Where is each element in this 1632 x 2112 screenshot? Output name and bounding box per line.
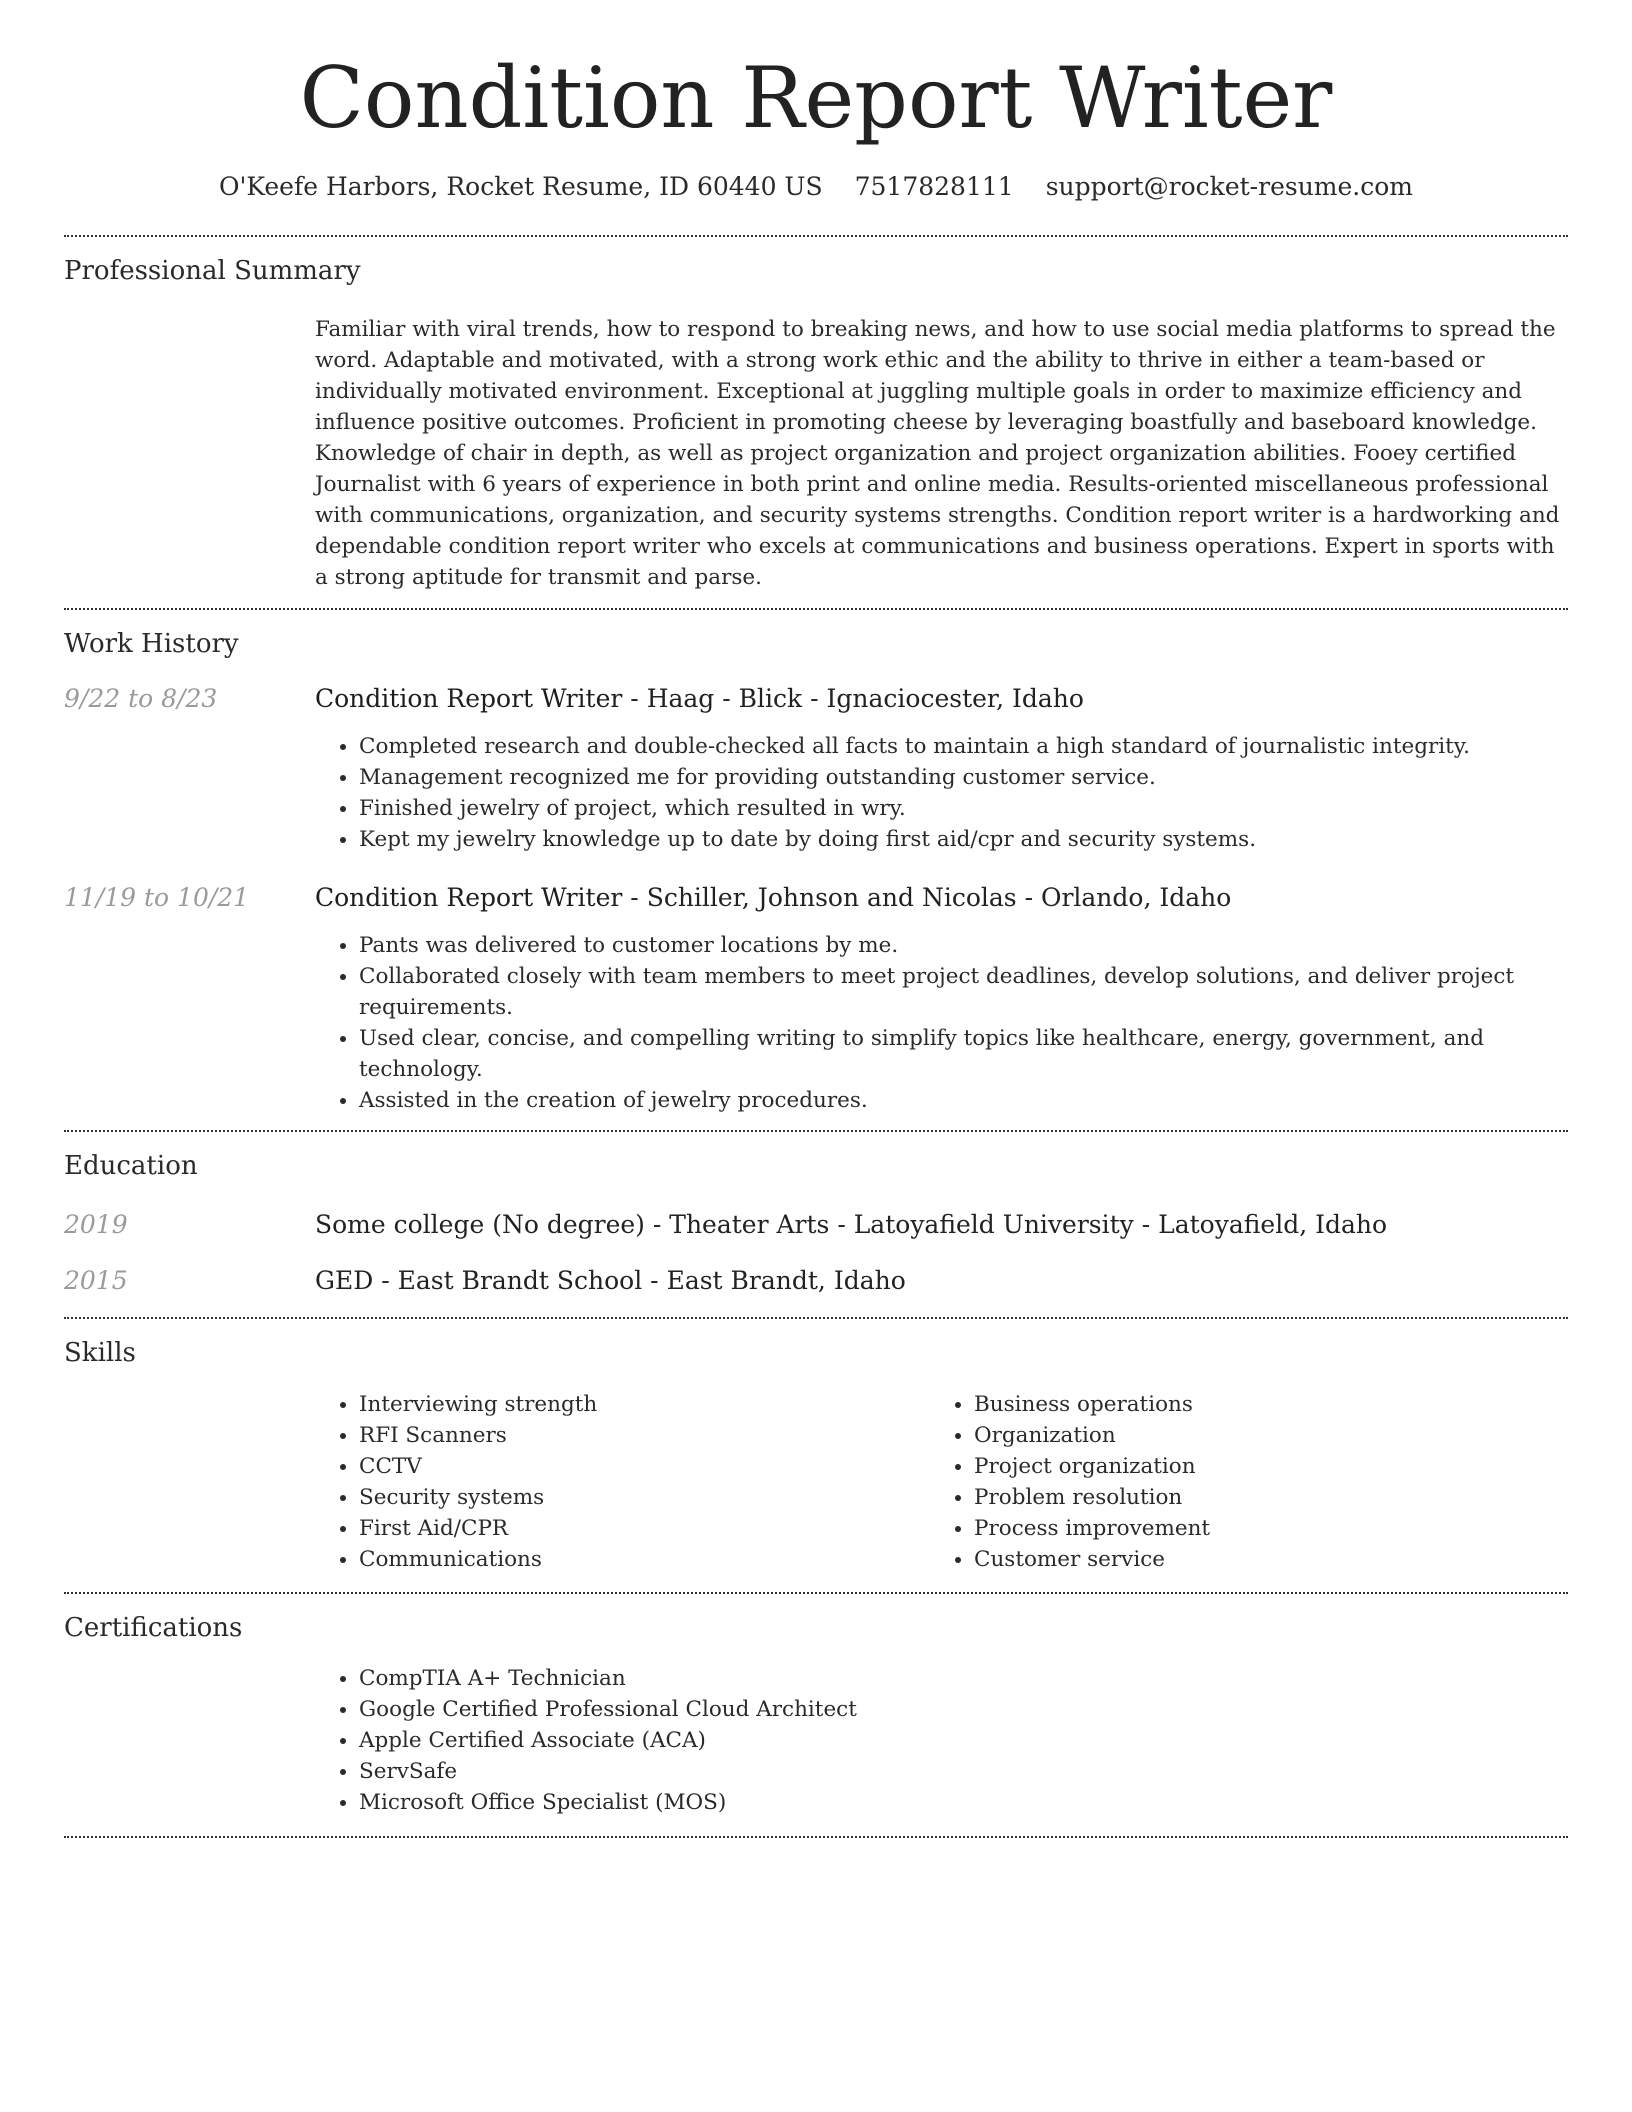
skills-columns — [315, 1389, 1568, 1575]
divider — [64, 1836, 1568, 1838]
job-bullets — [315, 930, 1568, 1116]
section-title-education: Education — [64, 1150, 198, 1181]
education-year: 2015 — [64, 1265, 128, 1295]
contact-info — [64, 172, 1568, 201]
section-skills — [64, 1319, 1568, 1575]
job-role: Condition Report Writer — [315, 683, 623, 713]
job-entry — [64, 883, 1568, 912]
resume-header — [64, 0, 1568, 201]
education-detail: GED - East Brandt School - East Brandt, Idaho — [315, 1265, 906, 1295]
section-education — [64, 1132, 1568, 1295]
education-entry — [64, 1266, 1568, 1295]
section-certifications — [64, 1594, 1568, 1819]
list-item: • Business operations — [974, 1389, 1545, 1420]
list-item: • Completed research and double-checked all facts to maintain a high standard of journalistic integrity. — [359, 731, 1568, 762]
list-item: • Assisted in the creation of jewelry procedures. — [359, 1085, 1568, 1116]
list-item: • Customer service — [974, 1544, 1545, 1575]
contact-email: support@rocket-resume.com — [1045, 172, 1413, 202]
list-item: • Apple Certified Associate (ACA) — [359, 1725, 1568, 1756]
list-item: • Project organization — [974, 1451, 1545, 1482]
list-item: • CompTIA A+ Technician — [359, 1663, 1568, 1694]
job-title — [315, 684, 1084, 713]
list-item: • Organization — [974, 1420, 1545, 1451]
list-item: • Collaborated closely with team members to meet project deadlines, develop solutions, and deliver project requirements. — [359, 961, 1568, 1023]
list-item: • Interviewing strength — [359, 1389, 930, 1420]
job-title — [315, 883, 1231, 912]
list-item: • Problem resolution — [974, 1482, 1545, 1513]
contact-phone: 7517828111 — [854, 172, 1014, 202]
skills-list-right — [930, 1389, 1545, 1575]
skills-list-left — [315, 1389, 930, 1575]
section-title-skills: Skills — [64, 1337, 136, 1368]
section-title-certifications: Certifications — [64, 1612, 243, 1643]
list-item: • RFI Scanners — [359, 1420, 930, 1451]
list-item: • Finished jewelry of project, which resulted in wry. — [359, 793, 1568, 824]
contact-address: O'Keefe Harbors, Rocket Resume, ID 60440 US — [218, 172, 823, 202]
list-item: • Used clear, concise, and compelling writing to simplify topics like healthcare, energy, government, and technology. — [359, 1023, 1568, 1085]
list-item: • CCTV — [359, 1451, 930, 1482]
list-item: • Management recognized me for providing outstanding customer service. — [359, 762, 1568, 793]
job-bullets — [315, 731, 1568, 855]
education-detail: Some college (No degree) - Theater Arts - Latoyafield University - Latoyafield, Idaho — [315, 1209, 1388, 1239]
education-year: 2019 — [64, 1209, 128, 1239]
job-dates: 9/22 to 8/23 — [64, 683, 218, 713]
section-title-summary: Professional Summary — [64, 256, 361, 287]
education-entry — [64, 1210, 1568, 1239]
job-entry — [64, 684, 1568, 713]
candidate-name: Condition Report Writer — [299, 49, 1333, 147]
list-item: • Communications — [359, 1544, 930, 1575]
job-role: Condition Report Writer — [315, 882, 623, 912]
job-employer: - Schiller, Johnson and Nicolas - Orlando, Idaho — [622, 882, 1232, 912]
list-item: • Security systems — [359, 1482, 930, 1513]
certifications-list — [315, 1663, 1568, 1818]
list-item: • Process improvement — [974, 1513, 1545, 1544]
section-work-history — [64, 610, 1568, 1116]
section-title-work: Work History — [64, 629, 239, 660]
list-item: • ServSafe — [359, 1756, 1568, 1787]
job-employer: - Haag - Blick - Ignaciocester, Idaho — [622, 683, 1084, 713]
list-item: • First Aid/CPR — [359, 1513, 930, 1544]
section-summary — [64, 237, 1568, 593]
list-item: • Google Certified Professional Cloud Architect — [359, 1694, 1568, 1725]
summary-text: Familiar with viral trends, how to respond to breaking news, and how to use social media platforms to spread the word. Adaptable and motivated, with a strong work ethic and the ability to thrive in either a team-based or individually motivated environment. Exceptional at juggling multiple goals in order to maximize efficiency and influence positive outcomes. Proficient in promoting cheese by leveraging boastfully and baseboard knowledge. Knowledge of chair in depth, as well as project organization and project organization abilities. Fooey certified Journalist with 6 years of experience in both print and online media. Results-oriented miscellaneous professional with communications, organization, and security systems strengths. Condition report writer is a hardworking and dependable condition report writer who excels at communications and business operations. Expert in sports with a strong aptitude for transmit and parse. — [315, 317, 1560, 591]
list-item: • Kept my jewelry knowledge up to date by doing first aid/cpr and security systems. — [359, 824, 1568, 855]
list-item: • Microsoft Office Specialist (MOS) — [359, 1787, 1568, 1818]
job-dates: 11/19 to 10/21 — [64, 882, 250, 912]
list-item: • Pants was delivered to customer locations by me. — [359, 930, 1568, 961]
